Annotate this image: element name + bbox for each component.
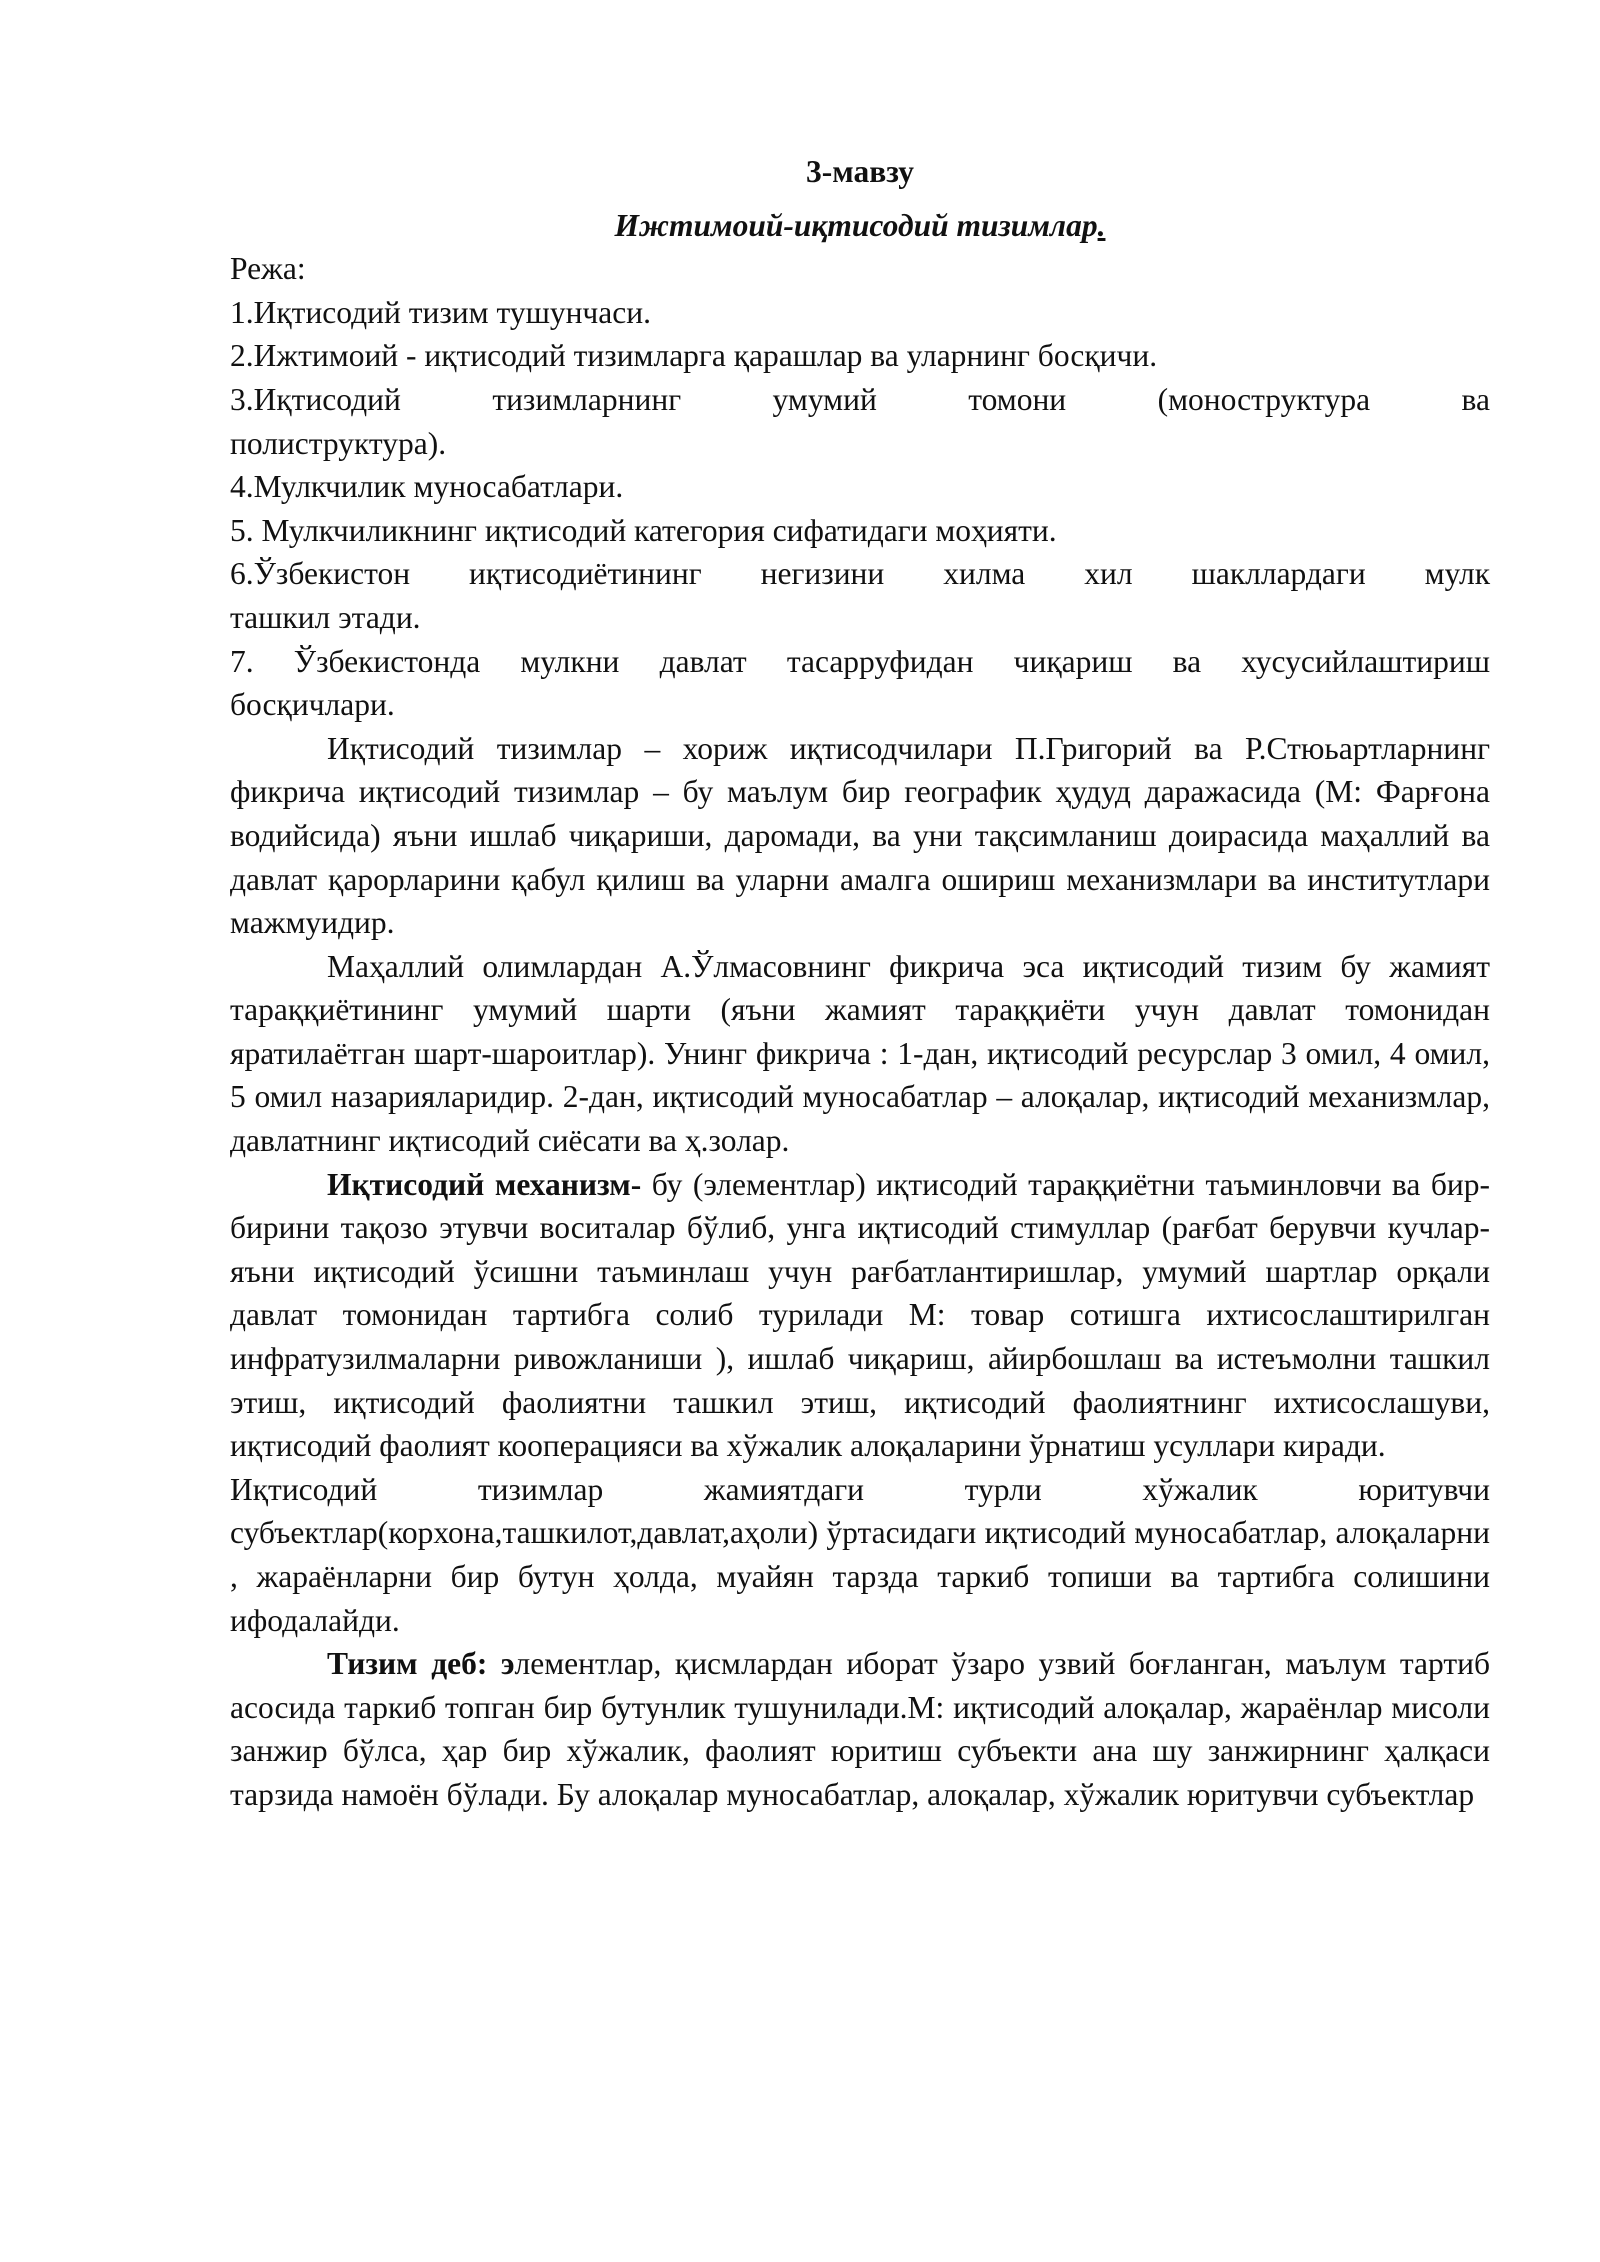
paragraph-economic-systems: Иқтисодий тизимлар – хориж иқтисодчилари П.Григорий ва Р.Стюьартларнинг фикрича иқтисодий тизимлар – бу маълум бир географик ҳудуд даражасида (М: Фарғона водийсида) яъни ишлаб чиқариши, даромади, ва уни тақсимланиш доирасида маҳаллий ва давлат қарорларини қабул қилиш ва уларни амалга ошириш механизмлари ва институтлари мажмуидир. <box>230 730 1490 941</box>
paragraph-system-definition <box>230 1642 1490 1816</box>
plan-item-6: 6.Ўзбекистон иқтисодиётининг негизини хилма хил шакллардаги мулк <box>230 556 1490 592</box>
plan-item-5: 5. Мулкчиликнинг иқтисодий категория сифатидаги моҳияти. <box>230 512 1057 548</box>
plan-label: Режа: <box>230 251 306 287</box>
plan-item-4: 4.Мулкчилик муносабатлари. <box>230 469 624 505</box>
plan-item-2: 2.Ижтимоий - иқтисодий тизимларга қарашлар ва уларнинг босқичи. <box>230 338 1158 374</box>
plan-item-6-cont: ташкил этади. <box>230 599 421 635</box>
subtitle-dot: . <box>1097 207 1106 243</box>
plan-item-1: 1.Иқтисодий тизим тушунчаси. <box>230 294 651 330</box>
term-system: Тизим деб: э <box>327 1646 515 1682</box>
plan-item-7-cont: босқичлари. <box>230 687 395 723</box>
paragraph-system-definition-text: лементлар, қисмлардан иборат ўзаро узвий боғланган, маълум тартиб асосида таркиб топган бир бутунлик тушунилади.М: иқтисодий алоқалар, жараёнлар мисоли занжир бўлса, ҳар бир хўжалик, фаолият юритиш субъекти ана шу занжирнинг ҳалқаси тарзида намоён бўлади. Бу алоқалар муносабатлар, алоқалар, хўжалик юритувчи субъектлар <box>230 1646 1490 1812</box>
term-economic-mechanism: Иқтисодий механизм- <box>327 1166 642 1202</box>
paragraph-local-scholars: Маҳаллий олимлардан А.Ўлмасовнинг фикрича эса иқтисодий тизим бу жамият тараққиётининг умумий шарти (яъни жамият тараққиёти учун давлат томонидан яратилаётган шарт-шароитлар). Унинг фикрича : 1-дан, иқтисодий ресурслар 3 омил, 4 омил, 5 омил назарияларидир. 2-дан, иқтисодий муносабатлар – алоқалар, иқтисодий механизмлар, давлатнинг иқтисодий сиёсати ва ҳ.золар. <box>230 948 1490 1159</box>
plan-section <box>230 247 1490 727</box>
plan-item-3-cont: полиструктура). <box>230 425 447 461</box>
document-page <box>230 150 1490 1817</box>
topic-subtitle <box>230 204 1490 248</box>
paragraph-economic-mechanism <box>230 1163 1490 1468</box>
plan-item-7: 7. Ўзбекистонда мулкни давлат тасарруфидан чиқариш ва хусусийлаштириш <box>230 643 1490 679</box>
paragraph-economic-systems-definition: Иқтисодий тизимлар жамиятдаги турли хўжалик юритувчи субъектлар(корхона,ташкилот,давлат,аҳоли) ўртасидаги иқтисодий муносабатлар, алоқаларни , жараёнларни бир бутун ҳолда, муайян тарзда таркиб топиши ва тартибга солишини ифодалайди. <box>230 1471 1490 1638</box>
subtitle-text: Ижтимоий-иқтисодий тизимлар <box>614 207 1098 243</box>
plan-item-3: 3.Иқтисодий тизимларнинг умумий томони (моноструктура ва <box>230 381 1490 417</box>
paragraph-economic-mechanism-text: бу (элементлар) иқтисодий тараққиётни таъминловчи ва бир-бирини тақозо этувчи воситалар бўлиб, унга иқтисодий стимуллар (рағбат берувчи кучлар-яъни иқтисодий ўсишни таъминлаш учун рағбатлантиришлар, умумий шартлар орқали давлат томонидан тартибга солиб турилади М: товар сотишга ихтисослаштирилган инфратузилмаларни ривожланиши ), ишлаб чиқариш, айирбошлаш ва истеъмолни ташкил этиш, иқтисодий фаолиятни ташкил этиш, иқтисодий фаолиятнинг ихтисослашуви, иқтисодий фаолият кооперацияси ва хўжалик алоқаларини ўрнатиш усуллари киради. <box>230 1166 1490 1464</box>
topic-title: 3-мавзу <box>806 154 914 189</box>
